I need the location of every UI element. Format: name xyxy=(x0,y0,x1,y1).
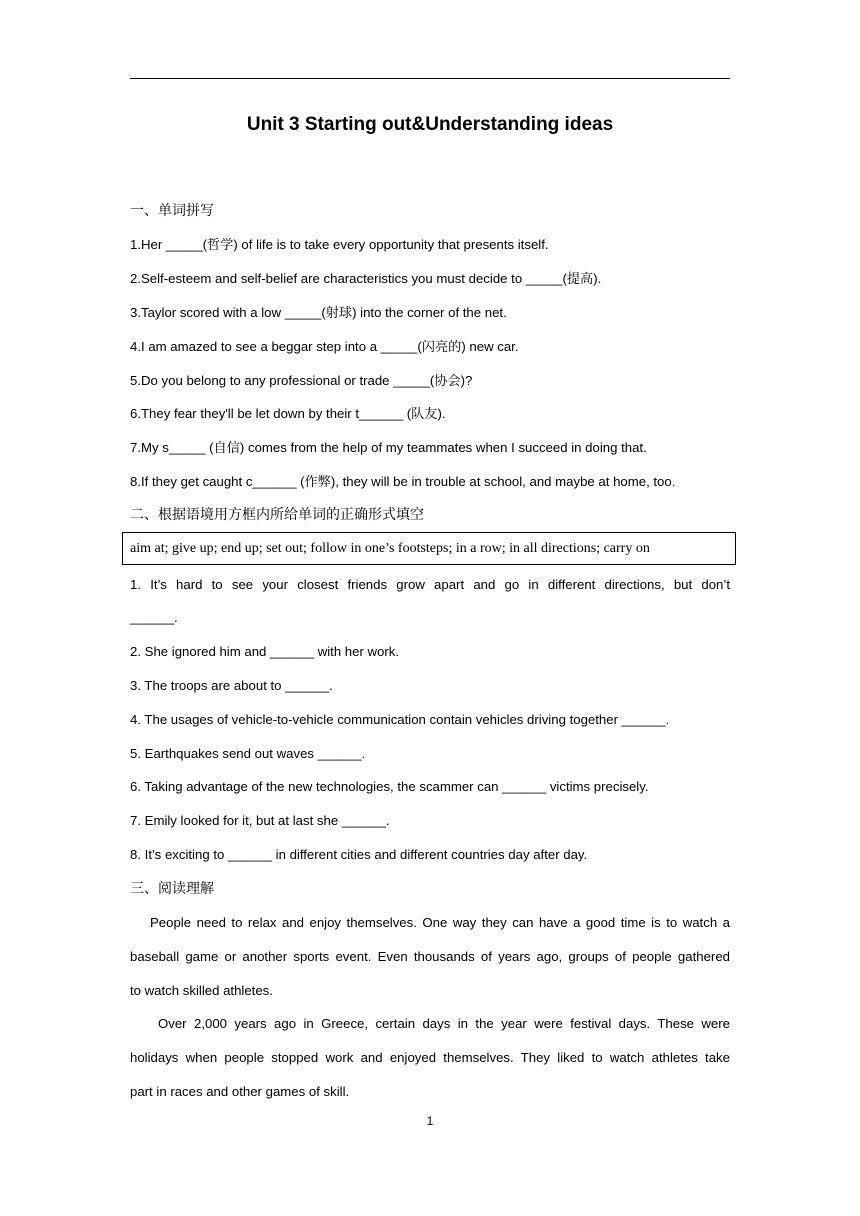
word-box-text: aim at; give up; end up; set out; follow in one’s footsteps; in a row; in all directions; carry on xyxy=(130,541,650,556)
section2-heading: 二、根据语境用方框内所给单词的正确形式填空 xyxy=(130,507,424,523)
section2-item-1-blank: ______. xyxy=(130,610,178,625)
section1-item-3: 3.Taylor scored with a low _____(射球) into the corner of the net. xyxy=(130,305,507,320)
section1-item-4: 4.I am amazed to see a beggar step into a _____(闪亮的) new car. xyxy=(130,339,519,354)
section2-item-2: 2. She ignored him and ______ with her work. xyxy=(130,644,400,659)
section2-item-7: 7. Emily looked for it, but at last she ______. xyxy=(130,813,390,828)
paragraph1-line3: to watch skilled athletes. xyxy=(130,983,273,998)
section1-item-2: 2.Self-esteem and self-belief are characteristics you must decide to _____(提高). xyxy=(130,271,602,286)
paragraph2-line3: part in races and other games of skill. xyxy=(130,1084,350,1099)
paragraph1-line1: People need to relax and enjoy themselves. One way they can have a good time is to watch a xyxy=(150,915,730,930)
section3-heading: 三、阅读理解 xyxy=(130,881,214,897)
paragraph2-line1: Over 2,000 years ago in Greece, certain days in the year were festival days. These were xyxy=(158,1016,730,1031)
page-number: 1 xyxy=(426,1114,434,1128)
section2-item-4: 4. The usages of vehicle-to-vehicle communication contain vehicles driving together ______. xyxy=(130,712,670,727)
section2-item-1: 1. It’s hard to see your closest friends grow apart and go in different directions, but don’t xyxy=(130,577,730,592)
section1-item-5: 5.Do you belong to any professional or trade _____(协会)? xyxy=(130,373,473,388)
section2-item-6: 6. Taking advantage of the new technologies, the scammer can ______ victims precisely. xyxy=(130,779,649,794)
word-box xyxy=(122,532,736,565)
section2-item-3: 3. The troops are about to ______. xyxy=(130,678,333,693)
section2-item-5: 5. Earthquakes send out waves ______. xyxy=(130,746,366,761)
section1-item-1: 1.Her _____(哲学) of life is to take every opportunity that presents itself. xyxy=(130,237,549,252)
header-rule xyxy=(130,78,730,79)
section1-item-7: 7.My s_____ (自信) comes from the help of my teammates when I succeed in doing that. xyxy=(130,440,647,455)
paragraph2-line2: holidays when people stopped work and enjoyed themselves. They liked to watch athletes take xyxy=(130,1050,730,1065)
section2-item-8: 8. It’s exciting to ______ in different cities and different countries day after day. xyxy=(130,847,588,862)
page-title: Unit 3 Starting out&Understanding ideas xyxy=(246,114,614,135)
section1-item-6: 6.They fear they'll be let down by their t______ (队友). xyxy=(130,406,446,421)
section1-item-8: 8.If they get caught c______ (作弊), they will be in trouble at school, and maybe at home, too. xyxy=(130,474,676,489)
section1-heading: 一、单词拼写 xyxy=(130,203,214,219)
paragraph1-line2: baseball game or another sports event. Even thousands of years ago, groups of people gathered xyxy=(130,949,730,964)
